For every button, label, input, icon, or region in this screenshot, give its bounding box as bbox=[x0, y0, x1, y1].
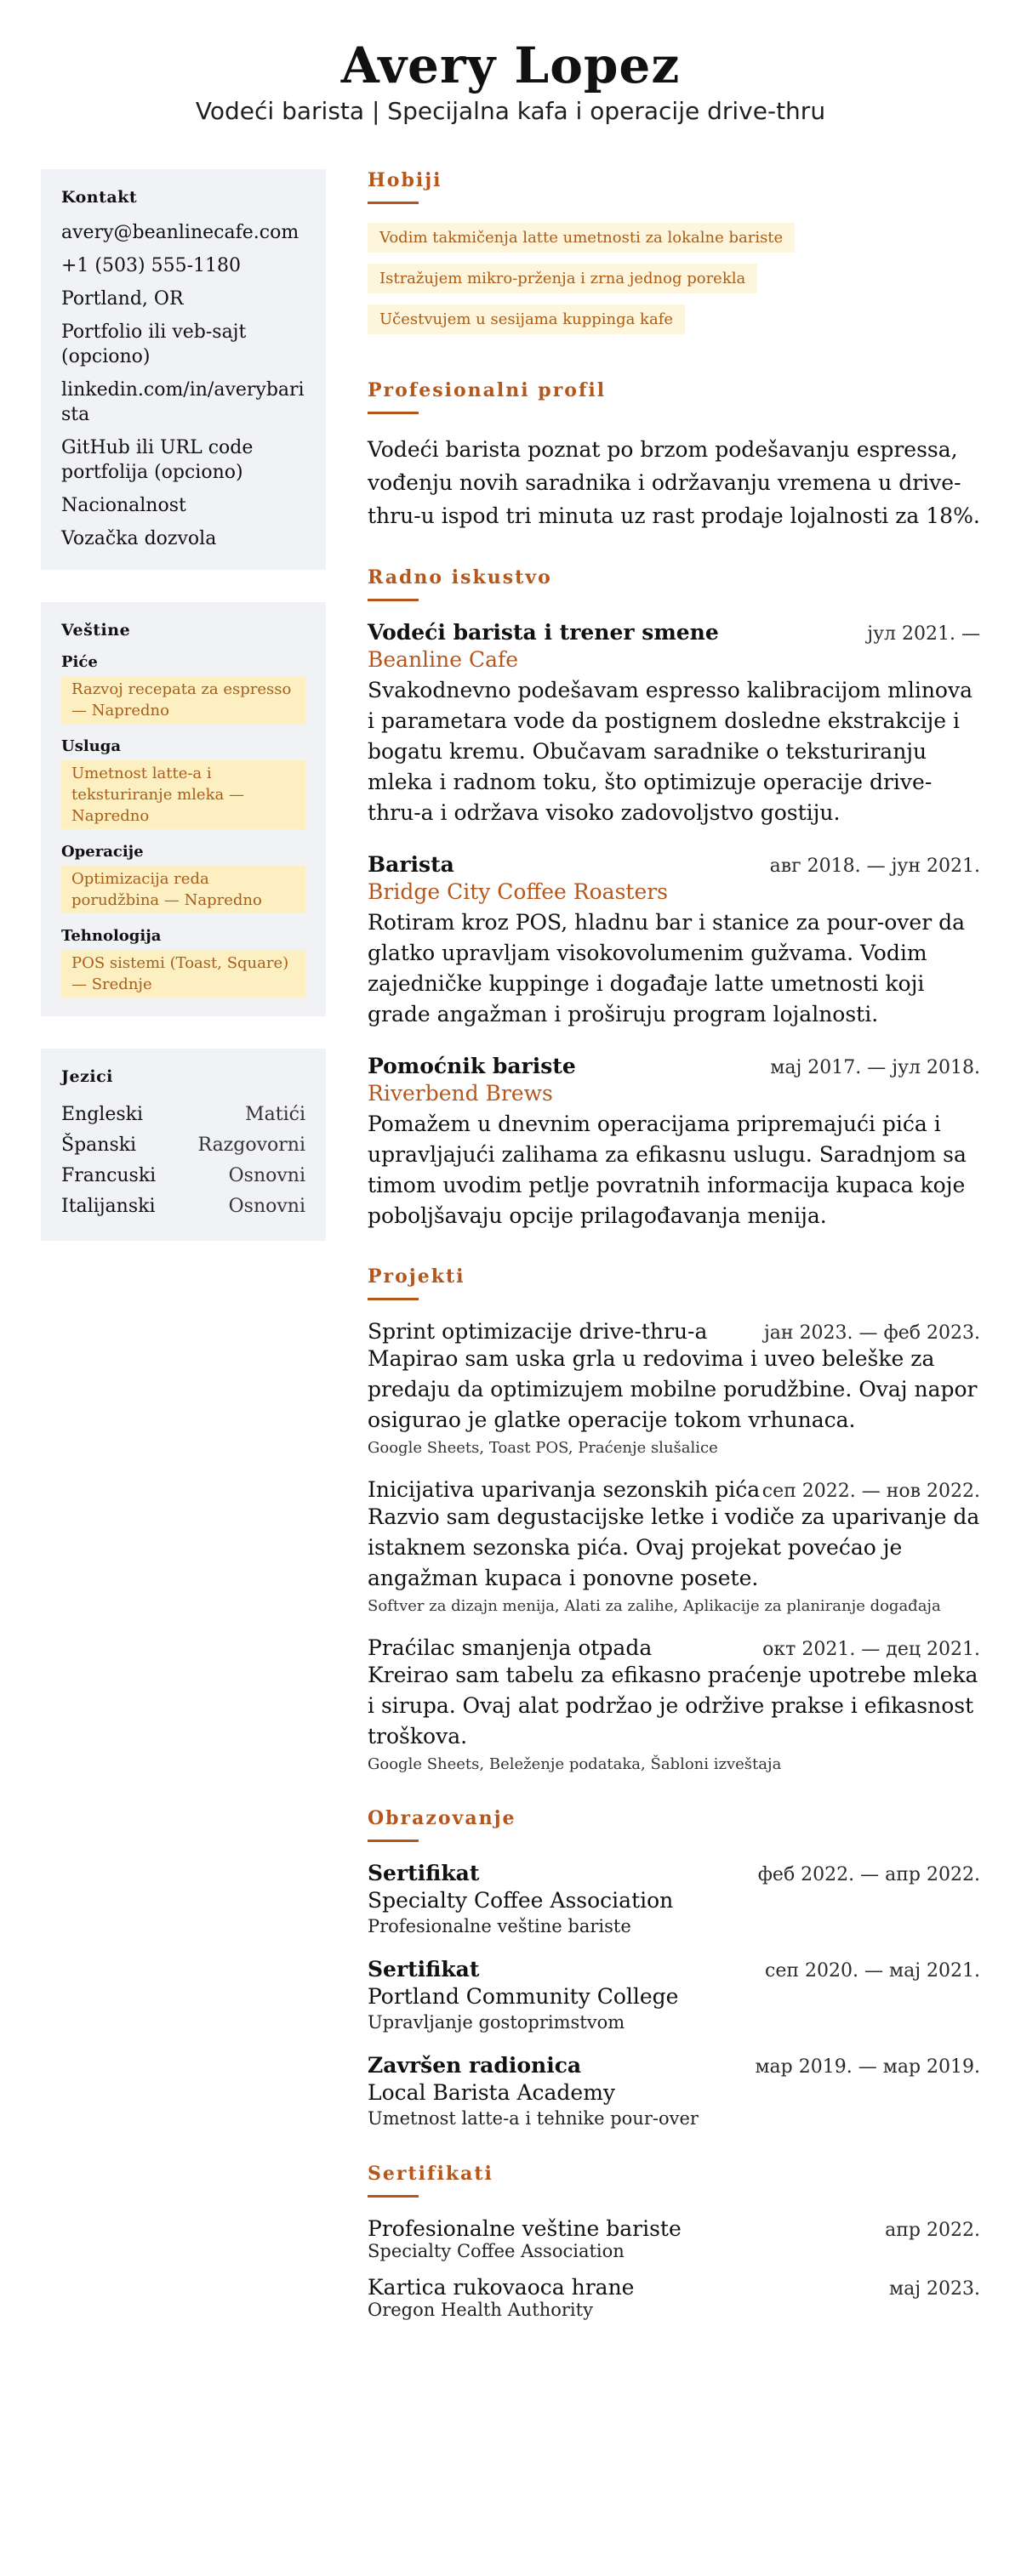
language-row bbox=[61, 1130, 305, 1161]
job-date: јул 2021. — bbox=[867, 623, 980, 645]
language-name: Španski bbox=[61, 1134, 137, 1156]
project-tech: Google Sheets, Toast POS, Praćenje slušalice bbox=[368, 1439, 718, 1457]
education-section bbox=[368, 1807, 980, 2129]
project-entry bbox=[368, 1319, 980, 1457]
language-row bbox=[61, 1191, 305, 1222]
contact-nationality: Nacionalnost bbox=[61, 495, 186, 516]
languages-title: Jezici bbox=[61, 1067, 113, 1086]
certifications-section bbox=[368, 2163, 980, 2320]
language-name: Engleski bbox=[61, 1104, 144, 1125]
project-tech: Google Sheets, Beleženje podataka, Šabloni izveštaja bbox=[368, 1755, 782, 1773]
contact-email[interactable]: avery@beanlinecafe.com bbox=[61, 222, 299, 243]
section-divider bbox=[368, 599, 419, 601]
certification-entry bbox=[368, 2275, 980, 2320]
skill-group-name: Tehnologija bbox=[61, 927, 162, 945]
project-description: Razvio sam degustacijske letke i vodiče za uparivanje da istaknem sezonska pića. Ovaj projekat povećao je angažman kupaca i ponovne posete. bbox=[368, 1504, 980, 1590]
resume-header bbox=[0, 0, 1021, 125]
certification-issuer: Oregon Health Authority bbox=[368, 2300, 593, 2320]
job-title: Pomoćnik bariste bbox=[368, 1054, 576, 1078]
skills-title: Veštine bbox=[61, 621, 131, 640]
language-row bbox=[61, 1100, 305, 1130]
job-company: Bridge City Coffee Roasters bbox=[368, 879, 669, 904]
project-entry bbox=[368, 1477, 980, 1615]
contact-github[interactable]: GitHub ili URL code portfolija (opciono) bbox=[61, 437, 254, 483]
contact-license: Vozačka dozvola bbox=[61, 528, 217, 549]
contact-phone[interactable]: +1 (503) 555-1180 bbox=[61, 255, 241, 276]
project-tech: Softver za dizajn menija, Alati za zalihe, Aplikacije za planiranje događaja bbox=[368, 1597, 941, 1615]
language-level: Osnovni bbox=[228, 1165, 305, 1186]
skills-card bbox=[41, 602, 326, 1016]
contact-card bbox=[41, 169, 326, 570]
skill-group-name: Operacije bbox=[61, 843, 144, 861]
project-name: Sprint optimizacije drive-thru-a bbox=[368, 1319, 708, 1344]
job-description: Rotiram kroz POS, hladnu bar i stanice za pour-over da glatko upravljam visokovolumenim gužvama. Vodim zajedničke kuppinge i događaje latte umetnosti koji grade angažman i proširuju program lojalnosti. bbox=[368, 910, 966, 1026]
project-description: Mapirao sam uska grla u redovima i uveo beleške za predaju da optimizujem mobilne porudžbine. Ovaj napor osigurao je glatke operacije tokom vrhunaca. bbox=[368, 1346, 978, 1432]
education-date: мар 2019. — мар 2019. bbox=[755, 2056, 980, 2078]
education-field: Umetnost latte-a i tehnike pour-over bbox=[368, 2108, 699, 2129]
education-entry bbox=[368, 1957, 980, 2033]
section-divider bbox=[368, 1298, 419, 1300]
candidate-tagline: Vodeći barista | Specijalna kafa i operacije drive-thru bbox=[195, 97, 826, 125]
job-title: Barista bbox=[368, 852, 454, 877]
job-company: Beanline Cafe bbox=[368, 647, 519, 672]
education-date: феб 2022. — апр 2022. bbox=[757, 1864, 980, 1885]
hobby-chip: Učestvujem u sesijama kuppinga kafe bbox=[368, 304, 685, 334]
certification-date: апр 2022. bbox=[885, 2220, 980, 2241]
certification-name: Kartica rukovaoca hrane bbox=[368, 2275, 635, 2300]
education-date: сеп 2020. — мај 2021. bbox=[765, 1960, 980, 1982]
education-school: Specialty Coffee Association bbox=[368, 1888, 674, 1913]
language-name: Italijanski bbox=[61, 1196, 156, 1217]
language-level: Matići bbox=[245, 1104, 305, 1125]
language-name: Francuski bbox=[61, 1165, 157, 1186]
section-divider bbox=[368, 2195, 419, 2198]
section-divider bbox=[368, 412, 419, 414]
job-date: мај 2017. — јул 2018. bbox=[770, 1057, 980, 1078]
language-level: Razgovorni bbox=[197, 1134, 305, 1156]
language-row bbox=[61, 1161, 305, 1191]
project-name: Inicijativa uparivanja sezonskih pića bbox=[368, 1477, 761, 1502]
section-title: Sertifikati bbox=[368, 2163, 493, 2185]
sidebar bbox=[41, 169, 326, 1273]
main-content bbox=[368, 169, 980, 2354]
experience-section bbox=[368, 566, 980, 1231]
education-school: Portland Community College bbox=[368, 1984, 679, 2009]
contact-title: Kontakt bbox=[61, 188, 138, 207]
language-level: Osnovni bbox=[228, 1196, 305, 1217]
project-name: Praćilac smanjenja otpada bbox=[368, 1635, 653, 1660]
job-entry bbox=[368, 852, 980, 1030]
languages-card bbox=[41, 1049, 326, 1241]
section-title: Profesionalni profil bbox=[368, 379, 607, 401]
certification-entry bbox=[368, 2216, 980, 2261]
certification-name: Profesionalne veštine bariste bbox=[368, 2216, 682, 2241]
skill-chip: Razvoj recepata za espresso — Napredno bbox=[61, 676, 305, 724]
skill-group-name: Usluga bbox=[61, 737, 122, 755]
section-title: Radno iskustvo bbox=[368, 566, 552, 589]
education-field: Profesionalne veštine bariste bbox=[368, 1916, 631, 1936]
job-date: авг 2018. — јун 2021. bbox=[769, 856, 980, 877]
certification-issuer: Specialty Coffee Association bbox=[368, 2241, 625, 2261]
education-field: Upravljanje gostoprimstvom bbox=[368, 2012, 625, 2033]
skill-group-name: Piće bbox=[61, 653, 98, 671]
job-title: Vodeći barista i trener smene bbox=[368, 620, 719, 645]
education-degree: Sertifikat bbox=[368, 1861, 480, 1885]
section-divider bbox=[368, 202, 419, 204]
section-divider bbox=[368, 1840, 419, 1842]
hobbies-section bbox=[368, 169, 980, 345]
contact-linkedin[interactable]: linkedin.com/in/averybarista bbox=[61, 379, 305, 425]
candidate-name: Avery Lopez bbox=[340, 37, 681, 94]
job-entry bbox=[368, 1054, 980, 1231]
profile-summary: Vodeći barista poznat po brzom podešavanju espressa, vođenju novih saradnika i održavanju vremena u drive-thru-u ispod tri minuta uz rast prodaje lojalnosti za 18%. bbox=[368, 437, 980, 528]
hobby-chip: Vodim takmičenja latte umetnosti za lokalne bariste bbox=[368, 223, 795, 253]
projects-section bbox=[368, 1265, 980, 1773]
job-description: Pomažem u dnevnim operacijama pripremajući pića i upravljajući zalihama za efikasnu uslugu. Saradnjom sa timom uvodim petlje povratnih informacija kupaca koje poboljšavaju opcije prilagođavanja menija. bbox=[368, 1112, 967, 1228]
section-title: Hobiji bbox=[368, 169, 442, 191]
section-title: Obrazovanje bbox=[368, 1807, 516, 1829]
project-date: сеп 2022. — нов 2022. bbox=[761, 1481, 980, 1502]
hobby-chip: Istražujem mikro-prženja i zrna jednog porekla bbox=[368, 264, 757, 293]
project-date: окт 2021. — дец 2021. bbox=[762, 1639, 980, 1660]
certification-date: мај 2023. bbox=[888, 2278, 980, 2300]
skill-chip: Optimizacija reda porudžbina — Napredno bbox=[61, 866, 305, 913]
education-degree: Sertifikat bbox=[368, 1957, 480, 1982]
project-date: јан 2023. — феб 2023. bbox=[763, 1322, 980, 1344]
skill-chip: POS sistemi (Toast, Square) — Srednje bbox=[61, 950, 305, 998]
education-degree: Završen radionica bbox=[368, 2053, 582, 2078]
project-description: Kreirao sam tabelu za efikasno praćenje upotrebe mleka i sirupa. Ovaj alat podržao je održive prakse i efikasnost troškova. bbox=[368, 1663, 978, 1749]
job-entry bbox=[368, 620, 980, 828]
contact-location: Portland, OR bbox=[61, 288, 184, 310]
section-title: Projekti bbox=[368, 1265, 465, 1288]
profile-section bbox=[368, 379, 980, 532]
skill-chip: Umetnost latte-a i teksturiranje mleka — Napredno bbox=[61, 760, 305, 829]
education-school: Local Barista Academy bbox=[368, 2080, 616, 2105]
job-company: Riverbend Brews bbox=[368, 1081, 553, 1106]
project-entry bbox=[368, 1635, 980, 1773]
job-description: Svakodnevno podešavam espresso kalibracijom mlinova i parametara vode da postignem dosledne ekstrakcije i bogatu kremu. Obučavam saradnike o teksturiranju mleka i radnom toku, što optimizuje operacije drive-thru-a i održava visoko zadovoljstvo gostiju. bbox=[368, 678, 973, 825]
education-entry bbox=[368, 2053, 980, 2129]
education-entry bbox=[368, 1861, 980, 1936]
contact-portfolio[interactable]: Portfolio ili veb-sajt (opciono) bbox=[61, 321, 247, 367]
